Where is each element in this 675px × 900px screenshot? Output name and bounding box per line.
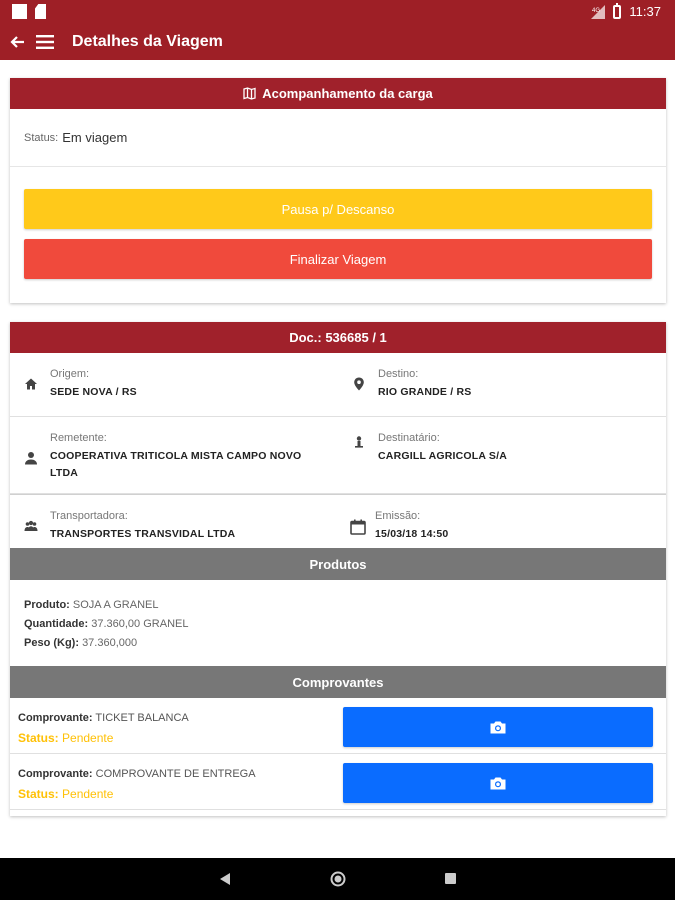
receipt-name-line (18, 764, 256, 784)
receipt-status-label: Status: (18, 787, 59, 801)
weight-line (24, 634, 188, 653)
issue-date-value: 15/03/18 14:50 (375, 528, 449, 540)
receipt-text (18, 764, 256, 804)
page-title: Detalhes da Viagem (72, 33, 223, 50)
list-item (10, 698, 666, 754)
receipt-status-value: Pendente (62, 787, 114, 801)
carrier-cell (24, 509, 235, 543)
origin-value: SEDE NOVA / RS (50, 386, 137, 398)
map-pin-icon (352, 377, 366, 391)
clock: 11:37 (629, 4, 661, 19)
destination-label: Destino: (378, 368, 419, 380)
signal-icon (591, 5, 605, 19)
parties-row (10, 417, 666, 494)
destination-cell (352, 367, 471, 401)
route-row (10, 353, 666, 417)
receipt-status-value: Pendente (62, 731, 114, 745)
receipt-status-label: Status: (18, 731, 59, 745)
sender-value-line1: COOPERATIVA TRITICOLA MISTA CAMPO NOVO (50, 450, 302, 462)
receipt-name-line (18, 708, 189, 728)
issue-date-cell (350, 509, 448, 543)
group-icon (24, 519, 38, 533)
receipts-section-header: Comprovantes (10, 666, 666, 698)
carrier-label: Transportadora: (50, 510, 128, 522)
weight-label: Peso (Kg): (24, 637, 79, 649)
notification-icon (12, 4, 27, 19)
calendar-icon (350, 519, 366, 535)
battery-icon (613, 5, 621, 19)
sd-card-icon (35, 4, 46, 19)
sender-cell (24, 431, 301, 482)
map-icon (243, 87, 256, 100)
list-item (10, 754, 666, 810)
tracking-card (10, 78, 666, 303)
document-card-header: Doc.: 536685 / 1 (10, 322, 666, 353)
arrow-left-icon (9, 34, 25, 50)
quantity-label: Quantidade: (24, 618, 89, 630)
receipt-label: Comprovante: (18, 768, 93, 780)
camera-button[interactable] (343, 763, 653, 803)
receiver-cell (352, 431, 507, 465)
destination-value: RIO GRANDE / RS (378, 386, 472, 398)
svg-text:4G: 4G (592, 7, 601, 14)
receipt-status-line (18, 784, 256, 804)
sender-label: Remetente: (50, 432, 107, 444)
nav-home-icon[interactable] (330, 871, 346, 887)
origin-label: Origem: (50, 368, 90, 380)
trip-status-value: Em viagem (62, 130, 128, 145)
tracking-card-header (10, 78, 666, 109)
camera-icon (490, 777, 506, 790)
product-label: Produto: (24, 599, 70, 611)
person-receiver-icon (352, 435, 366, 449)
carrier-row (10, 494, 666, 548)
system-status-bar (0, 0, 675, 24)
nav-back-icon[interactable] (218, 872, 232, 886)
document-card (10, 322, 666, 816)
receipt-status-line (18, 728, 189, 748)
hamburger-menu-icon (36, 35, 54, 49)
tracking-header-text: Acompanhamento da carga (262, 86, 433, 101)
quantity-line (24, 615, 188, 634)
quantity-value: 37.360,00 GRANEL (91, 618, 189, 630)
camera-icon (490, 721, 506, 734)
products-section-header: Produtos (10, 548, 666, 580)
finish-trip-button[interactable]: Finalizar Viagem (24, 239, 652, 279)
receipt-label: Comprovante: (18, 712, 93, 724)
sender-value-line2: LTDA (50, 467, 79, 479)
receipt-value: TICKET BALANCA (95, 712, 189, 724)
receiver-value: CARGILL AGRICOLA S/A (378, 450, 508, 462)
receiver-label: Destinatário: (378, 432, 440, 444)
trip-status-label: Status: (24, 131, 59, 144)
camera-button[interactable] (343, 707, 653, 747)
trip-status-row (10, 109, 666, 167)
pause-rest-button[interactable]: Pausa p/ Descanso (24, 189, 652, 229)
back-button[interactable] (6, 31, 28, 53)
system-navigation-bar (0, 858, 675, 900)
person-icon (24, 451, 38, 465)
product-line (24, 596, 188, 615)
issue-date-label: Emissão: (375, 510, 421, 522)
origin-cell (24, 367, 137, 401)
weight-value: 37.360,000 (82, 637, 138, 649)
products-details (24, 596, 188, 653)
receipt-text (18, 708, 189, 748)
home-icon (24, 377, 38, 391)
product-value: SOJA A GRANEL (72, 599, 159, 611)
app-bar (0, 24, 675, 60)
carrier-value: TRANSPORTES TRANSVIDAL LTDA (50, 528, 236, 540)
receipt-value: COMPROVANTE DE ENTREGA (95, 768, 256, 780)
menu-button[interactable] (34, 31, 56, 53)
nav-recent-apps-icon[interactable] (445, 873, 456, 884)
